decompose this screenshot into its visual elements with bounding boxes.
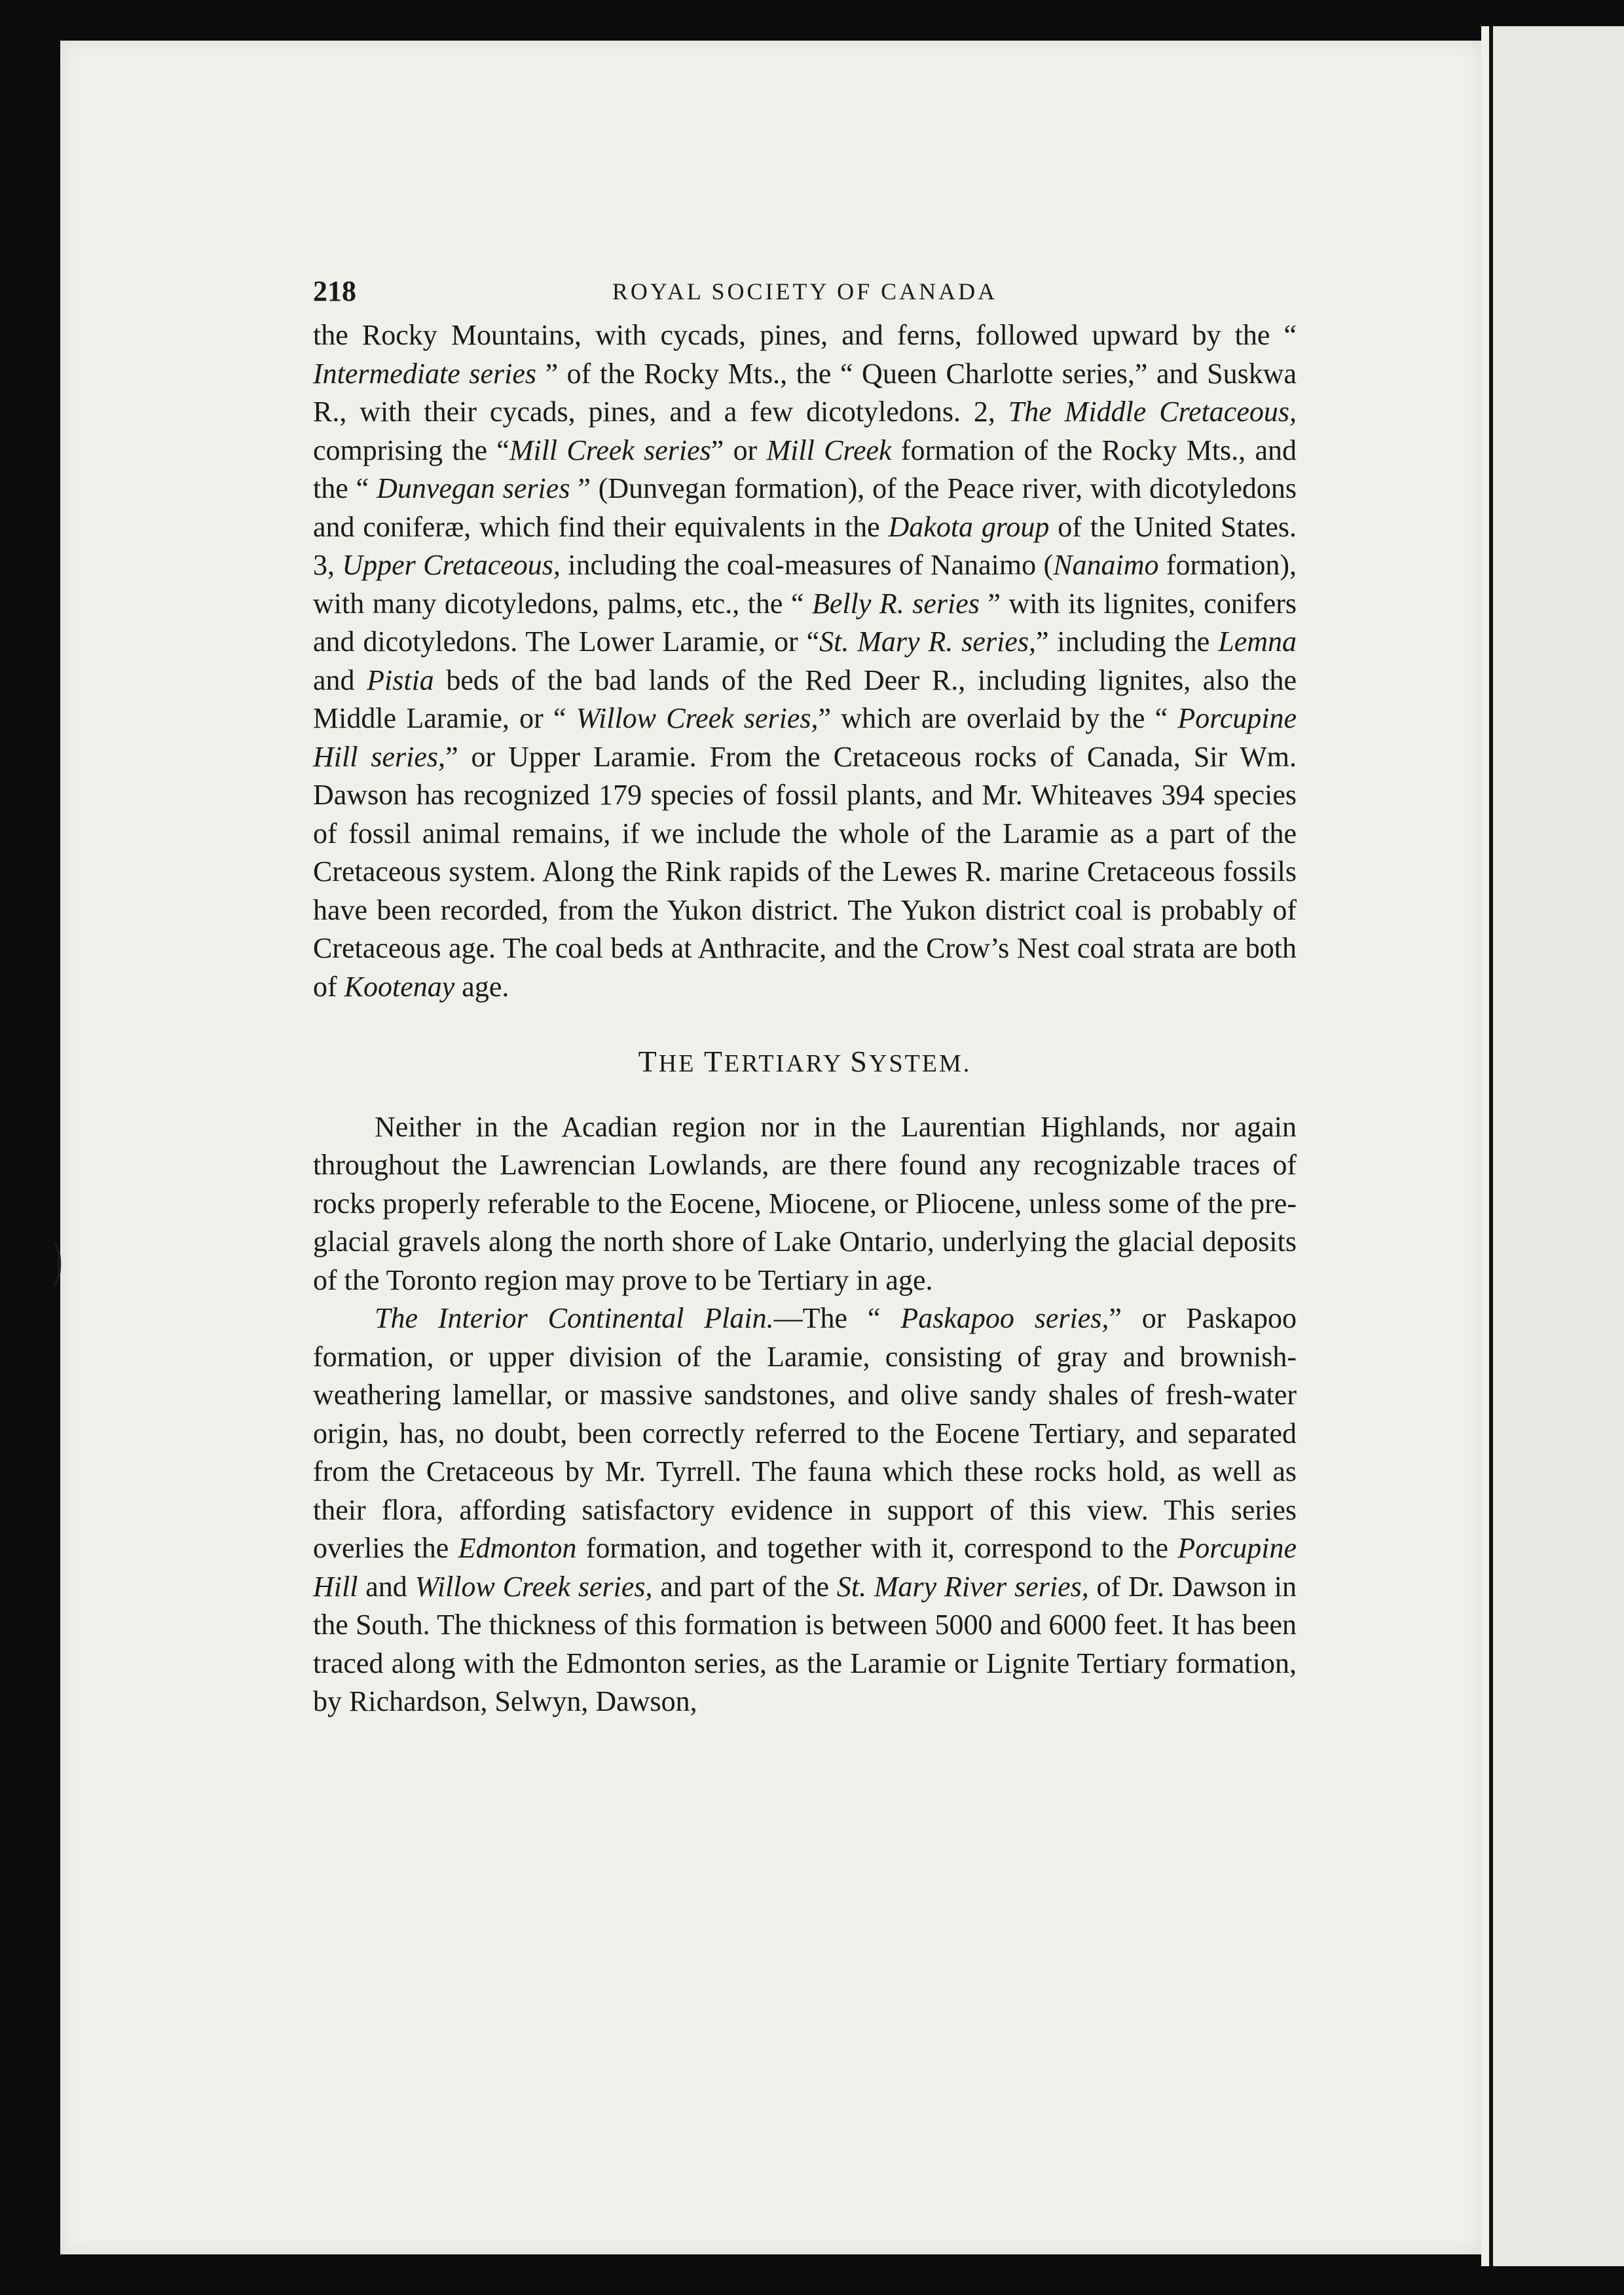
text-run: comprising the “ [313, 434, 509, 466]
text-run: the Rocky Mountains, with cycads, pines, and ferns, followed upward by the “ [313, 319, 1297, 351]
italic-run: Dunvegan series [377, 472, 570, 504]
text-run: formation, and together with it, correspond to the [576, 1532, 1178, 1564]
italic-run: Nanaimo [1053, 549, 1159, 581]
text-run: ” or Upper Laramie. From the Cretaceous rocks of Canada, Sir Wm. Dawson has recognized 179 species of fossil plants, and Mr. Whiteaves 394 species of fossil animal remains, if we include the whole of the Laramie as a part of the Cretaceous system. Along the Rink rapids of the Lewes R. marine Cretaceous fossils have been recorded, from the Yukon district. The Yukon district coal is probably of Cretaceous age. The coal beds at Anthracite, and the Crow’s Nest coal strata are both of [313, 740, 1297, 1003]
italic-run: Lemna [1218, 625, 1297, 658]
italic-run: Upper Cretaceous, [342, 549, 561, 581]
text-run: formation of the Rocky Mts., and the “ [313, 434, 1297, 504]
page-number: 218 [313, 275, 356, 307]
text-run: ” which are overlaid by the “ [818, 702, 1178, 734]
text-run: ” or [710, 434, 767, 466]
heading-cap: S [850, 1045, 870, 1078]
italic-run: Dakota group [888, 510, 1050, 543]
text-run: ” (Dunvegan formation), of the Peace river, with dicotyledons and coniferæ, which find their equivalents in the [313, 472, 1297, 543]
text-run: of the United States. 3, [313, 510, 1297, 581]
italic-run: St. Mary River series, [836, 1570, 1089, 1603]
text-run: including the coal-measures of Nanaimo ( [560, 549, 1054, 581]
text-run: ” of the Rocky Mts., the “ Queen Charlotte series,” and Suskwa R., with their cycads, pines, and a few dicotyledons. 2, [313, 357, 1297, 428]
heading-cap: T [703, 1045, 725, 1078]
adjacent-page-edge [1493, 26, 1624, 2266]
italic-run: Willow Creek series, [576, 702, 819, 734]
italic-run: Mill Creek series [509, 434, 711, 466]
heading-cap: T [638, 1045, 659, 1078]
text-run: beds of the bad lands of the Red Deer R., including lignites, also the Middle Laramie, or “ [313, 663, 1297, 734]
italic-run: Kootenay [344, 970, 455, 1003]
running-title: ROYAL SOCIETY OF CANADA [612, 278, 998, 305]
text-run: ” including the [1035, 625, 1219, 658]
text-run: ” or Paskapoo formation, or upper division of the Laramie, consisting of gray and brownish-weathering lamellar, or massive sandstones, and olive sandy shales of fresh-water origin, has, no doubt, been correctly referred to the Eocene Tertiary, and separated from the Cretaceous by Mr. Tyrrell. The fauna which these rocks hold, as well as their flora, affording satisfactory evidence in support of this view. This series overlies the [313, 1302, 1297, 1564]
margin-bracket-mark: ) [51, 1231, 64, 1292]
text-run: ” with its lignites, conifers and dicotyledons. The Lower Laramie, or “ [313, 587, 1297, 658]
italic-run: Paskapoo series, [900, 1302, 1109, 1334]
paragraph-interior-plain [313, 1299, 1297, 1721]
text-run: —The “ [773, 1302, 901, 1334]
italic-run: Porcupine Hill series, [313, 702, 1297, 773]
section-heading-tertiary-system [313, 1043, 1297, 1083]
italic-run: Mill Creek [766, 434, 892, 466]
italic-run: Intermediate series [313, 357, 537, 390]
text-run: and part of the [652, 1570, 837, 1603]
italic-run: The Middle Cretaceous, [1008, 396, 1297, 428]
text-run: and [358, 1570, 415, 1603]
heading-smallcaps: YSTEM. [869, 1050, 972, 1077]
italic-run: Willow Creek series, [415, 1570, 653, 1603]
text-run: and [313, 663, 367, 696]
italic-run: Porcupine Hill [313, 1532, 1297, 1603]
heading-smallcaps: HE [658, 1050, 704, 1077]
text-run: age. [454, 970, 509, 1003]
paragraph-acadian-region: Neither in the Acadian region nor in the Laurentian Highlands, nor again throughout the Lawrencian Lowlands, are there found any recognizable traces of rocks properly referable to the Eocene, Miocene, or Pliocene, unless some of the pre-glacial gravels along the north shore of Lake Ontario, underlying the glacial deposits of the Toronto region may prove to be Tertiary in age. [313, 1110, 1297, 1296]
italic-run: Edmonton [458, 1532, 577, 1564]
italic-run: Belly R. series [812, 587, 980, 620]
heading-smallcaps: ERTIARY [724, 1050, 851, 1077]
text-run: of Dr. Dawson in the South. The thickness of this formation is between 5000 and 6000 feet. It has been traced along with the Edmonton series, as the Laramie or Lignite Tertiary formation, by Richardson, Selwyn, Dawson, [313, 1570, 1297, 1717]
italic-run: St. Mary R. series, [819, 625, 1036, 658]
page-edge-strip [1481, 26, 1489, 2266]
italic-run: The Interior Continental Plain. [375, 1302, 774, 1334]
text-run: formation), with many dicotyledons, palms, etc., the “ [313, 549, 1297, 620]
italic-run: Pistia [367, 663, 434, 696]
running-header [313, 272, 1297, 311]
paragraph-cretaceous [313, 316, 1297, 1006]
page-content [313, 272, 1297, 1721]
